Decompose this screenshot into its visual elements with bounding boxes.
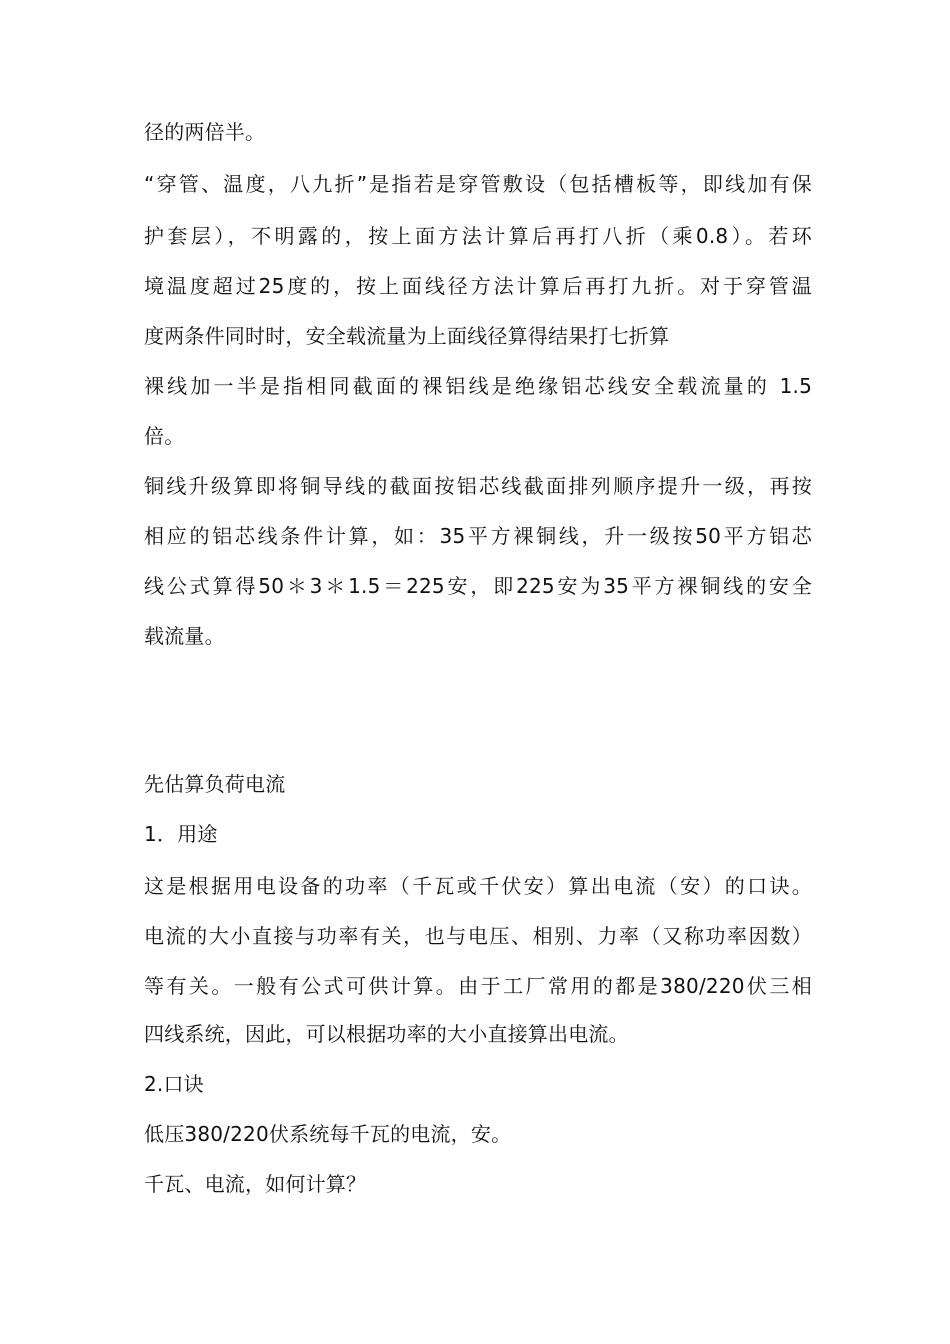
paragraph-line: 这是根据用电设备的功率（千瓦或千伏安）算出电流（安）的口诀。 bbox=[144, 874, 812, 898]
paragraph-line: 千瓦、电流，如何计算？ bbox=[144, 1172, 367, 1196]
paragraph-line: 铜线升级算即将铜导线的截面按铝芯线截面排列顺序提升一级，再按 bbox=[144, 474, 812, 498]
paragraph-line: 线公式算得50＊3＊1.5＝225安，即225安为35平方裸铜线的安全 bbox=[144, 574, 812, 598]
paragraph-line: 载流量。 bbox=[144, 624, 225, 648]
paragraph-line: 相应的铝芯线条件计算，如：35平方裸铜线，升一级按50平方铝芯 bbox=[144, 524, 812, 548]
paragraph-line: 等有关。一般有公式可供计算。由于工厂常用的都是380/220伏三相 bbox=[144, 974, 812, 998]
paragraph-line: “穿管、温度，八九折”是指若是穿管敷设（包括槽板等，即线加有保 bbox=[144, 172, 812, 196]
section-heading: 先估算负荷电流 bbox=[144, 772, 286, 796]
paragraph-line: 四线系统，因此，可以根据功率的大小直接算出电流。 bbox=[144, 1022, 629, 1046]
paragraph-line: 径的两倍半。 bbox=[144, 120, 266, 144]
paragraph-line: 倍。 bbox=[144, 424, 185, 448]
paragraph-line: 裸线加一半是指相同截面的裸铝线是绝缘铝芯线安全载流量的 1.5 bbox=[144, 374, 812, 398]
paragraph-line: 电流的大小直接与功率有关，也与电压、相别、力率（又称功率因数） bbox=[144, 924, 812, 948]
paragraph-line: 度两条件同时时，安全载流量为上面线径算得结果打七折算 bbox=[144, 324, 670, 348]
subsection-heading: 2.口诀 bbox=[144, 1072, 204, 1096]
paragraph-line: 低压380/220伏系统每千瓦的电流，安。 bbox=[144, 1122, 512, 1146]
paragraph-line: 境温度超过25度的，按上面线径方法计算后再打九折。对于穿管温 bbox=[144, 274, 812, 298]
paragraph-line: 护套层），不明露的，按上面方法计算后再打八折（乘0.8）。若环 bbox=[144, 224, 812, 248]
subsection-heading: 1．用途 bbox=[144, 822, 218, 846]
